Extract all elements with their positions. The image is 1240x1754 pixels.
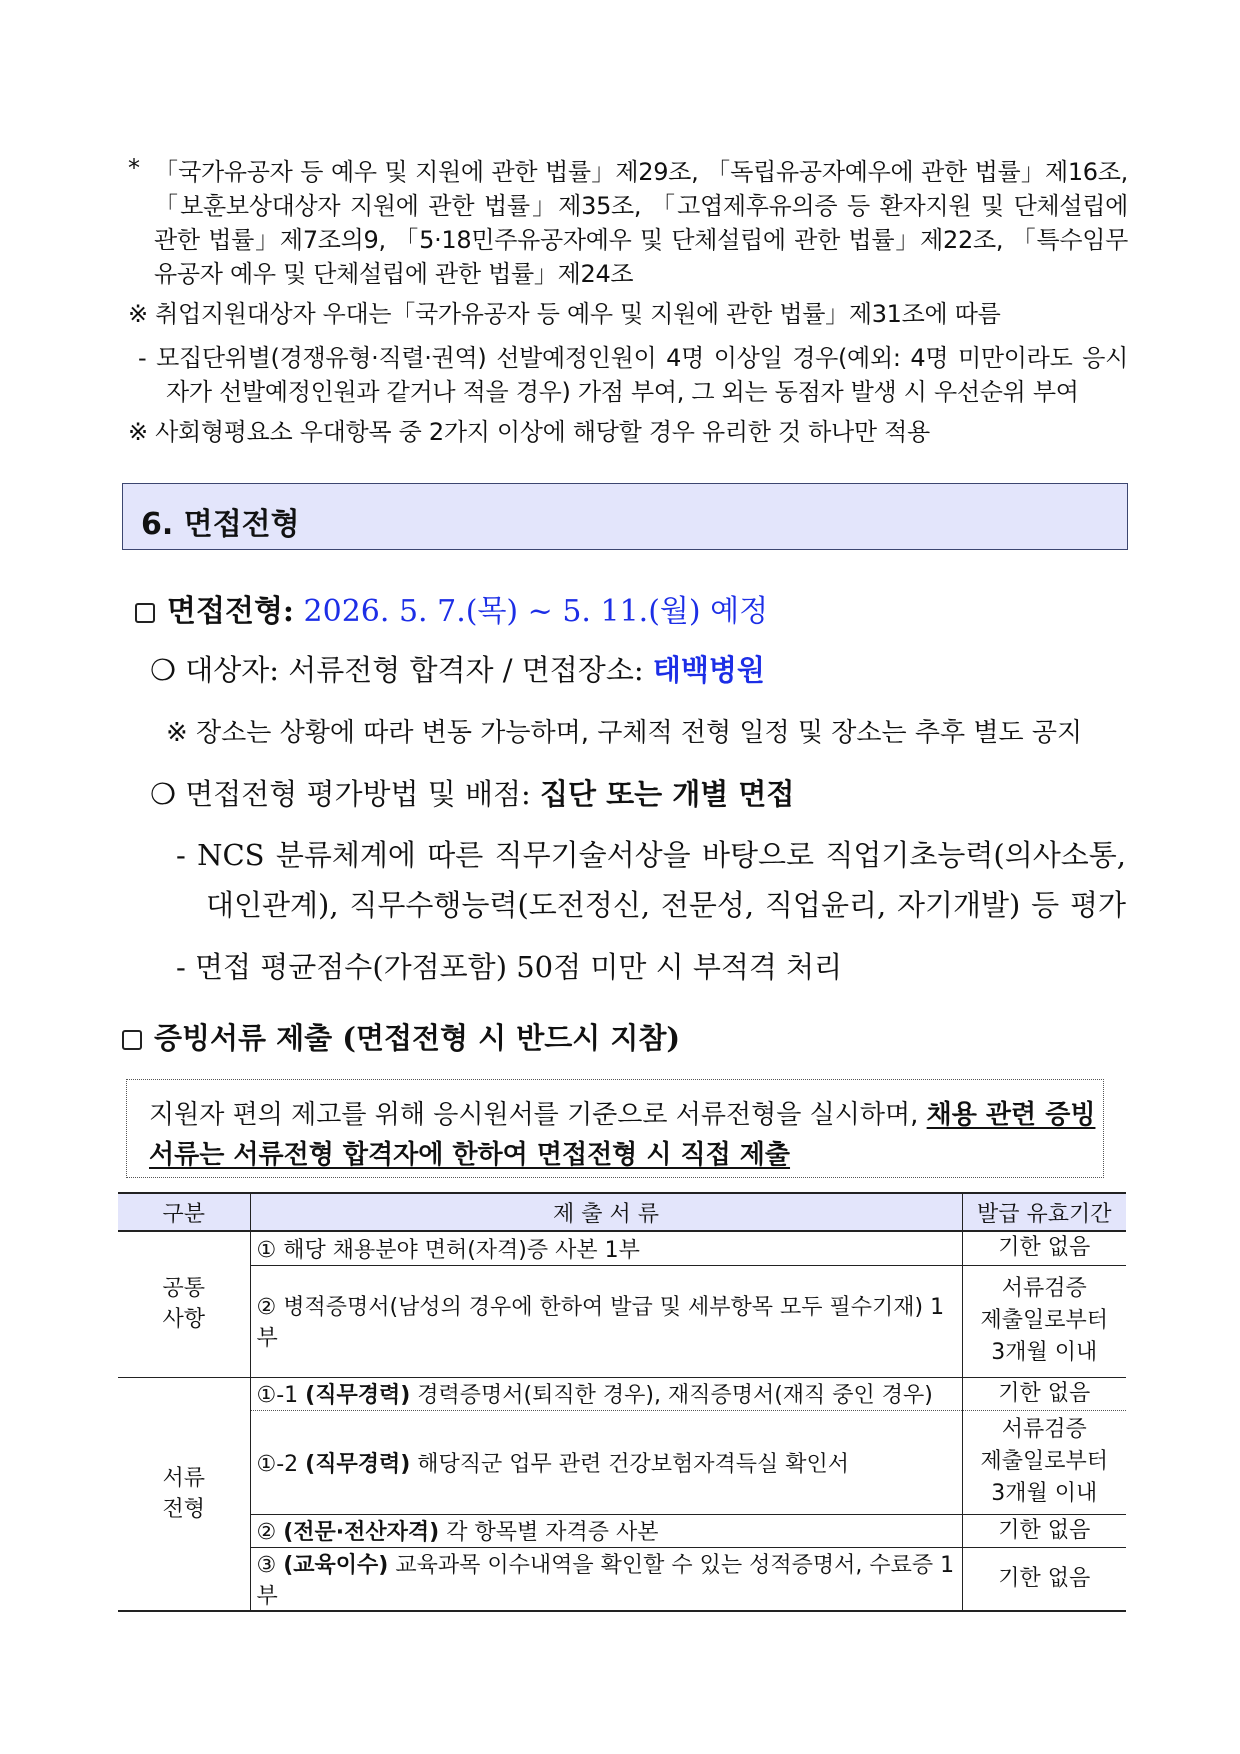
interview-label: 면접전형: — [167, 594, 294, 629]
header-validity: 발급 유효기간 — [962, 1193, 1126, 1231]
table-row — [118, 1410, 1126, 1514]
method-line — [150, 772, 794, 813]
validity-cell: 기한 없음 — [962, 1547, 1126, 1611]
documents-title-line — [122, 1016, 680, 1057]
table-header-row — [118, 1193, 1126, 1231]
table-row — [118, 1231, 1126, 1265]
social-note: ※ 사회형평요소 우대항목 중 2가지 이상에 해당할 경우 유리한 것 하나만 적용 — [128, 418, 930, 446]
documents-note-box — [126, 1079, 1104, 1178]
documents-note-bold: 채용 관련 증빙 — [926, 1100, 1096, 1130]
law-line-1: 「국가유공자 등 예우 및 지원에 관한 법률」제29조, 「독립유공자예우에 관한 법률」제16조, — [154, 158, 1128, 186]
target-line — [150, 648, 765, 689]
law-line-3: 관한 법률」제7조의9, 「5·18민주유공자예우 및 단체설립에 관한 법률」제22조, 「특수임무 — [154, 226, 1128, 254]
dash-line-2: 자가 선발예정인원과 같거나 적을 경우) 가점 부여, 그 외는 동점자 발생 시 우선순위 부여 — [166, 378, 1079, 406]
table-row — [118, 1547, 1126, 1611]
validity-cell: 서류검증 제출일로부터 3개월 이내 — [962, 1410, 1126, 1514]
location-note: ※ 장소는 상황에 따라 변동 가능하며, 구체적 전형 일정 및 장소는 추후 별도 공지 — [166, 718, 1083, 748]
target-prefix: ❍ 대상자: 서류전형 합격자 / 면접장소: — [150, 653, 644, 687]
document-cell: ①-1 (직무경력) 경력증명서(퇴직한 경우), 재직증명서(재직 중인 경우) — [250, 1377, 962, 1410]
table-row — [118, 1265, 1126, 1377]
interview-schedule: 2026. 5. 7.(목) ~ 5. 11.(월) 예정 — [303, 594, 769, 629]
document-cell: ② 병적증명서(남성의 경우에 한하여 발급 및 세부항목 모두 필수기재) 1부 — [250, 1265, 962, 1377]
category-common: 공통 사항 — [118, 1231, 250, 1377]
validity-cell: 기한 없음 — [962, 1377, 1126, 1410]
category-screening: 서류 전형 — [118, 1377, 250, 1611]
documents-note-line-1 — [149, 1094, 1095, 1131]
documents-table — [118, 1192, 1126, 1612]
interview-schedule-line — [135, 586, 768, 630]
table-row — [118, 1514, 1126, 1547]
header-documents: 제 출 서 류 — [250, 1193, 962, 1231]
document-cell: ② (전문·전산자격) 각 항목별 자격증 사본 — [250, 1514, 962, 1547]
interview-location: 태백병원 — [652, 653, 765, 687]
law-line-4: 유공자 예우 및 단체설립에 관한 법률」제24조 — [154, 260, 634, 288]
ncs-line-1: - NCS 분류체계에 따른 직무기술서상을 바탕으로 직업기초능력(의사소통, — [176, 838, 1126, 872]
validity-cell: 서류검증 제출일로부터 3개월 이내 — [962, 1265, 1126, 1377]
asterisk-mark: * — [128, 154, 140, 182]
employment-note: ※ 취업지원대상자 우대는「국가유공자 등 예우 및 지원에 관한 법률」제31조에 따름 — [128, 300, 1001, 328]
checkbox-square-icon — [135, 603, 155, 623]
validity-cell: 기한 없음 — [962, 1231, 1126, 1265]
checkbox-square-icon — [122, 1030, 142, 1050]
header-category: 구분 — [118, 1193, 250, 1231]
document-cell: ①-2 (직무경력) 해당직군 업무 관련 건강보험자격득실 확인서 — [250, 1410, 962, 1514]
documents-title: 증빙서류 제출 (면접전형 시 반드시 지참) — [154, 1021, 681, 1055]
method-value: 집단 또는 개별 면접 — [540, 777, 795, 811]
table-row — [118, 1377, 1126, 1410]
documents-note-line-2: 서류는 서류전형 합격자에 한하여 면접전형 시 직접 제출 — [149, 1140, 791, 1170]
section-header — [122, 483, 1128, 550]
fail-line: - 면접 평균점수(가점포함) 50점 미만 시 부적격 처리 — [176, 950, 843, 984]
law-line-2: 「보훈보상대상자 지원에 관한 법률」제35조, 「고엽제후유의증 등 환자지원 및 단체설립에 — [154, 192, 1128, 220]
section-title: 6. 면접전형 — [141, 507, 300, 542]
document-cell: ③ (교육이수) 교육과목 이수내역을 확인할 수 있는 성적증명서, 수료증 1부 — [250, 1547, 962, 1611]
method-prefix: ❍ 면접전형 평가방법 및 배점: — [150, 777, 531, 811]
dash-line-1: - 모집단위별(경쟁유형·직렬·권역) 선발예정인원이 4명 이상일 경우(예외: 4명 미만이라도 응시 — [138, 344, 1128, 372]
ncs-line-2: 대인관계), 직무수행능력(도전정신, 전문성, 직업윤리, 자기개발) 등 평가 — [206, 888, 1126, 922]
validity-cell: 기한 없음 — [962, 1514, 1126, 1547]
document-cell: ① 해당 채용분야 면허(자격)증 사본 1부 — [250, 1231, 962, 1265]
documents-note-plain: 지원자 편의 제고를 위해 응시원서를 기준으로 서류전형을 실시하며, — [149, 1100, 919, 1130]
